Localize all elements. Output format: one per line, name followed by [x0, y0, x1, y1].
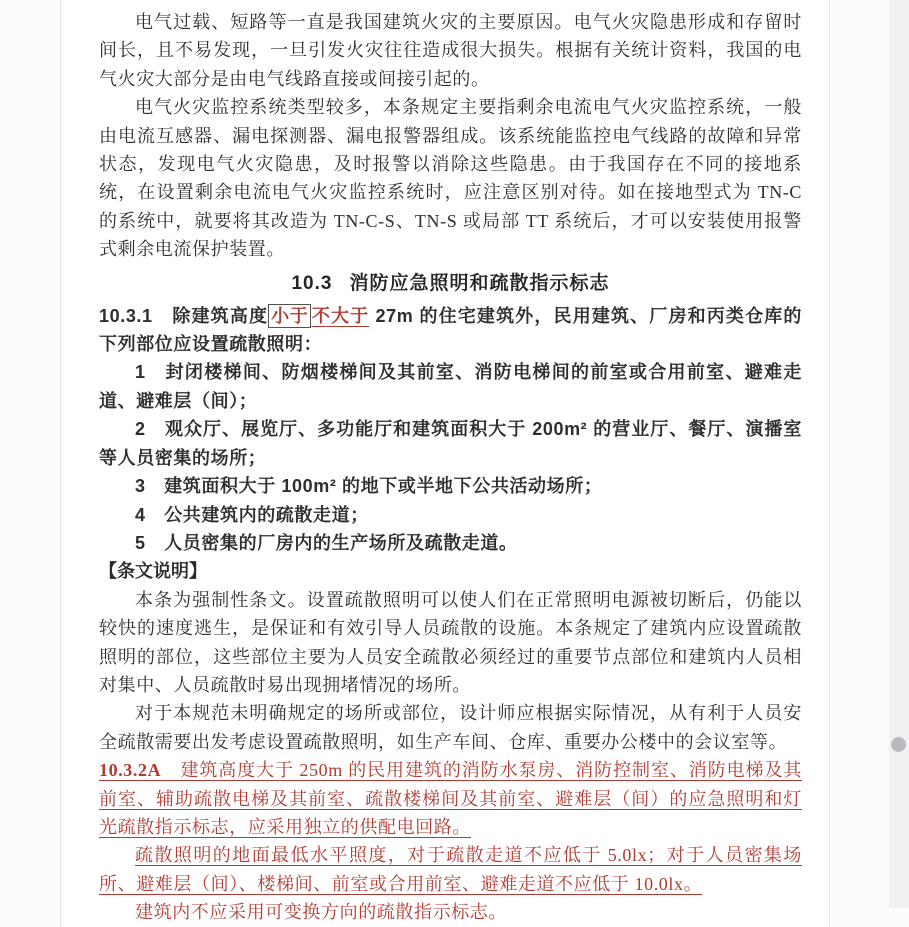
scrollbar-thumb[interactable] — [891, 737, 906, 752]
clause-item-5: 5 人员密集的厂房内的生产场所及疏散走道。 — [135, 532, 518, 553]
clause-item-3: 3 建筑面积大于 100m² 的地下或半地下公共活动场所； — [135, 476, 603, 497]
tracked-change-inserted-text: 不大于 — [311, 305, 370, 326]
added-clause-text: 建筑高度大于 250m 的民用建筑的消防水泵房、消防控制室、消防电梯及其前室、辅助疏散电梯及其前室、疏散楼梯间及其前室、避难层（间）的应急照明和灯光疏散指示标志，应采用独立的供配电回路。 — [99, 760, 802, 837]
commentary-paragraph-1: 本条为强制性条文。设置疏散照明可以使人们在正常照明电源被切断后，仍能以较快的速度逃生，是保证和有效引导人员疏散的设施。本条规定了建筑内应设置疏散照明的部位，这些部位主要为人员安全疏散必须经过的重要节点部位和建筑内人员相对集中、人员疏散时易出现拥堵情况的场所。 — [99, 589, 802, 695]
commentary-paragraph-2: 对于本规范未明确规定的场所或部位，设计师应根据实际情况，从有利于人员安全疏散需要出发考虑设置疏散照明，如生产车间、仓库、重要办公楼中的会议室等。 — [99, 703, 802, 752]
paragraph-electrical-fire-monitoring: 电气火灾监控系统类型较多，本条规定主要指剩余电流电气火灾监控系统，一般由电流互感器、漏电探测器、漏电报警器组成。该系统能监控电气线路的故障和异常状态，发现电气火灾隐患，及时报警以消除这些隐患。由于我国存在不同的接地系统，在设置剩余电流电气火灾监控系统时，应注意区别对待。如在接地型式为 TN-C 的系统中，就要将其改造为 TN-C-S、TN-S 或局部 TT 系统后，才可以安装使用报警式剩余电流保护装置。 — [99, 97, 802, 260]
section-heading — [99, 270, 802, 298]
scrollbar-track[interactable] — [889, 0, 909, 908]
paragraph-electrical-fire-causes: 电气过载、短路等一直是我国建筑火灾的主要原因。电气火灾隐患形成和存留时间长，且不易发现，一旦引发火灾往往造成很大损失。根据有关统计资料，我国的电气火灾大部分是由电气线路直接或间接引起的。 — [99, 12, 802, 89]
clause-text-after-edit: 27m 的住宅建筑外，民用建筑、厂房和丙类仓库的下列部位应设置疏散照明： — [99, 305, 802, 355]
tracked-change-deleted-text: 小于 — [268, 304, 311, 328]
added-clause-10-3-2A — [99, 756, 802, 841]
section-title: 消防应急照明和疏散指示标志 — [349, 272, 610, 294]
clause-item-1: 1 封闭楼梯间、防烟楼梯间及其前室、消防电梯间的前室或合用前室、避难走道、避难层（间）； — [99, 362, 802, 411]
clause-item-2: 2 观众厅、展览厅、多功能厅和建筑面积大于 200m² 的营业厅、餐厅、演播室等人员密集的场所； — [99, 419, 802, 468]
clause-10-3-1 — [99, 302, 802, 359]
added-clause-number: 10.3.2A — [99, 760, 162, 781]
commentary-label: 【条文说明】 — [99, 561, 207, 582]
illuminance-requirement-text: 疏散照明的地面最低水平照度，对于疏散走道不应低于 5.0lx；对于人员密集场所、避难层（间）、楼梯间、前室或合用前室、避难走道不应低于 10.0lx。 — [99, 845, 802, 894]
clause-number: 10.3.1 — [99, 305, 153, 326]
clause-item-4: 4 公共建筑内的疏散走道； — [135, 504, 369, 525]
document-page — [60, 0, 830, 927]
clause-text-before-edit: 除建筑高度 — [152, 305, 269, 326]
direction-sign-requirement-text: 建筑内不应采用可变换方向的疏散指示标志。 — [135, 902, 507, 923]
section-number: 10.3 — [291, 272, 333, 294]
